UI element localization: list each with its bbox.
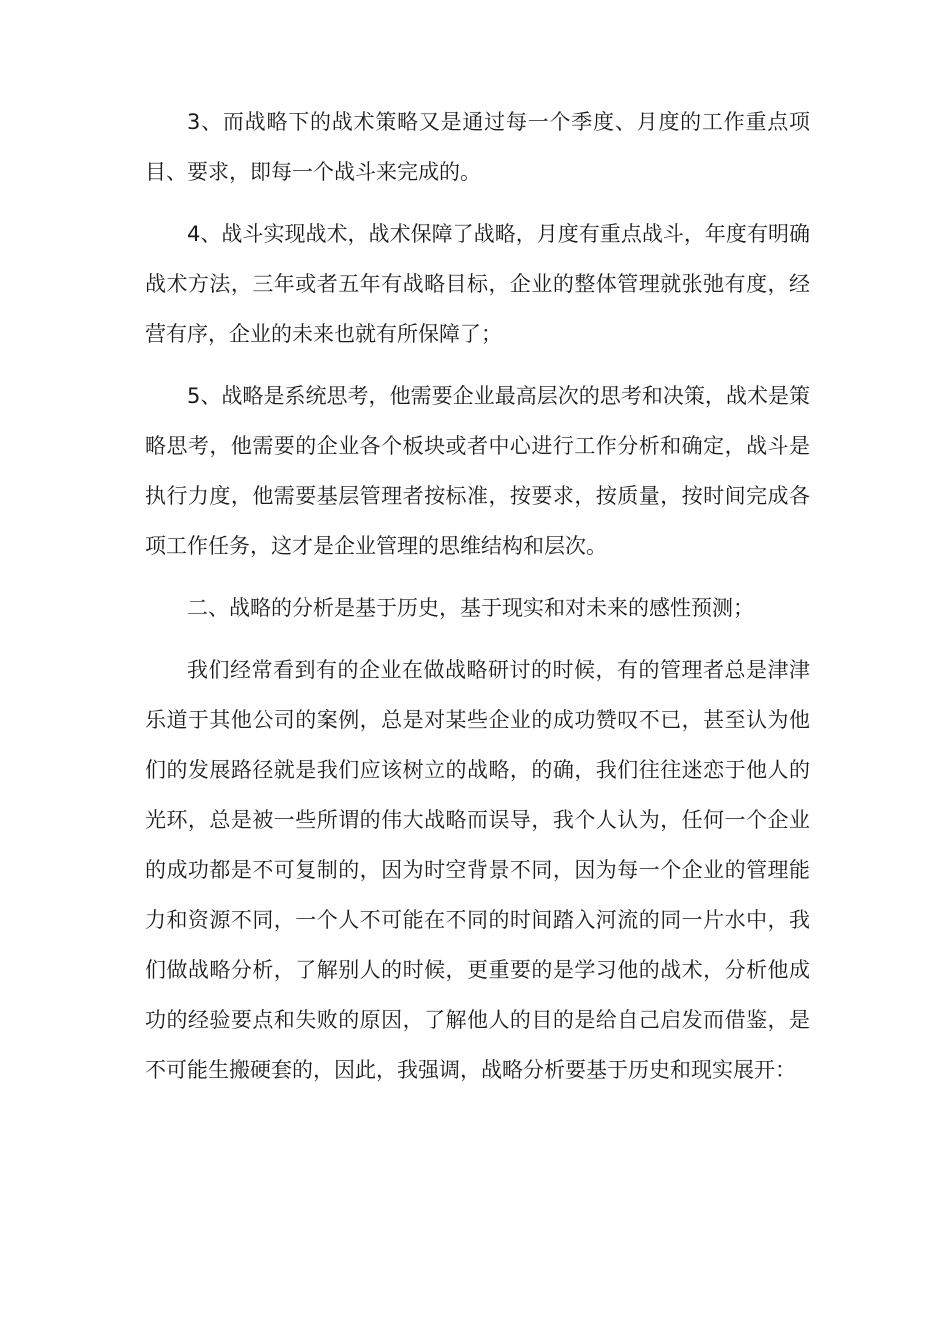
paragraph-item-4: 4、战斗实现战术，战术保障了战略，月度有重点战斗，年度有明确战术方法，三年或者五年有战略目标，企业的整体管理就张弛有度，经营有序，企业的未来也就有所保障了； bbox=[145, 222, 810, 346]
section-heading-2: 二、战略的分析是基于历史，基于现实和对未来的感性预测； bbox=[187, 596, 754, 620]
paragraph-item-5: 5、战略是系统思考，他需要企业最高层次的思考和决策，战术是策略思考，他需要的企业各个板块或者中心进行工作分析和确定，战斗是执行力度，他需要基层管理者按标准，按要求，按质量，按时间完成各项工作任务，这才是企业管理的思维结构和层次。 bbox=[145, 384, 810, 558]
paragraph-item-3: 3、而战略下的战术策略又是通过每一个季度、月度的工作重点项目、要求，即每一个战斗来完成的。 bbox=[145, 110, 810, 184]
paragraph-body: 我们经常看到有的企业在做战略研讨的时候，有的管理者总是津津乐道于其他公司的案例，总是对某些企业的成功赞叹不已，甚至认为他们的发展路径就是我们应该树立的战略，的确，我们往往迷恋于他人的光环，总是被一些所谓的伟大战略而误导，我个人认为，任何一个企业的成功都是不可复制的，因为时空背景不同，因为每一个企业的管理能力和资源不同，一个人不可能在不同的时间踏入河流的同一片水中，我们做战略分析，了解别人的时候，更重要的是学习他的战术，分析他成功的经验要点和失败的原因，了解他人的目的是给自己启发而借鉴，是不可能生搬硬套的，因此，我强调，战略分析要基于历史和现实展开： bbox=[145, 658, 810, 1082]
document-body bbox=[145, 97, 810, 1107]
